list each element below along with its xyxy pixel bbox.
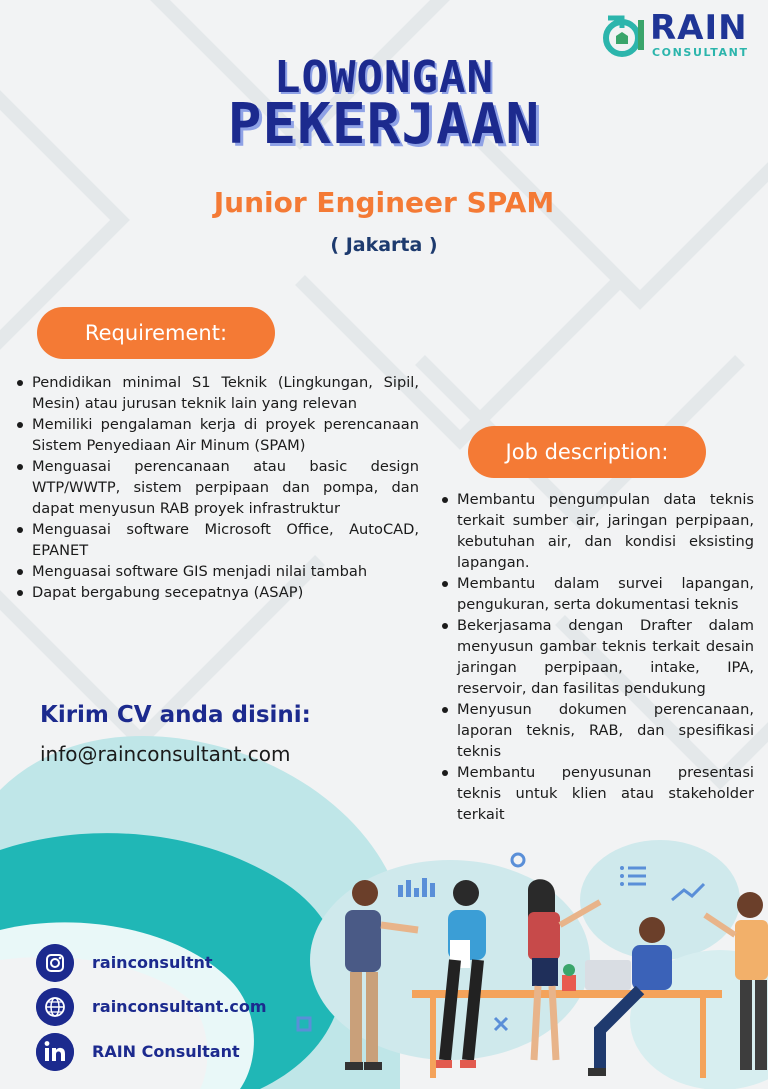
- instagram-icon: [36, 944, 74, 982]
- list-item: Menyusun dokumen perencanaan, laporan teknis, RAB, dan spesifikasi teknis: [442, 699, 754, 762]
- headline-line-2: PEKERJAAN: [227, 92, 541, 157]
- social-label: rainconsultnt: [92, 953, 213, 972]
- position-title: Junior Engineer SPAM: [213, 186, 555, 219]
- list-item: Menguasai perencanaan atau basic design WTP/WWTP, sistem perpipaan dan pompa, dan dapat menyusun RAB proyek infrastruktur: [17, 456, 419, 519]
- logo-mark-icon: [600, 10, 648, 58]
- contact-email[interactable]: info@rainconsultant.com: [40, 742, 291, 766]
- social-instagram[interactable]: [36, 944, 296, 984]
- social-website[interactable]: [36, 988, 296, 1028]
- logo-word: RAIN: [650, 8, 748, 48]
- linkedin-icon: [36, 1033, 74, 1071]
- logo-subtitle: CONSULTANT: [652, 46, 749, 59]
- headline-line-1: LOWONGAN: [274, 52, 494, 103]
- list-item: Pendidikan minimal S1 Teknik (Lingkungan, Sipil, Mesin) atau jurusan teknik lain yang relevan: [17, 372, 419, 414]
- list-item: Dapat bergabung secepatnya (ASAP): [17, 582, 419, 603]
- job-description-heading: Job description:: [468, 426, 706, 478]
- requirement-heading: Requirement:: [37, 307, 275, 359]
- list-item: Membantu dalam survei lapangan, pengukuran, serta dokumentasi teknis: [442, 573, 754, 615]
- social-linkedin[interactable]: [36, 1033, 296, 1073]
- list-item: Bekerjasama dengan Drafter dalam menyusun gambar teknis terkait desain jaringan perpipaan, intake, IPA, reservoir, dan fasilitas pendukung: [442, 615, 754, 699]
- requirement-list: [17, 372, 419, 603]
- social-label: rainconsultant.com: [92, 997, 267, 1016]
- list-item: Membantu penyusunan presentasi teknis untuk klien atau stakeholder terkait: [442, 762, 754, 825]
- contact-title: Kirim CV anda disini:: [40, 702, 311, 728]
- social-label: RAIN Consultant: [92, 1042, 240, 1061]
- list-item: Memiliki pengalaman kerja di proyek perencanaan Sistem Penyediaan Air Minum (SPAM): [17, 414, 419, 456]
- list-item: Menguasai software GIS menjadi nilai tambah: [17, 561, 419, 582]
- globe-icon: [36, 988, 74, 1026]
- list-item: Membantu pengumpulan data teknis terkait sumber air, jaringan perpipaan, kebutuhan air, dan kondisi eksisting lapangan.: [442, 489, 754, 573]
- position-location: ( Jakarta ): [330, 234, 438, 256]
- job-description-list: [442, 489, 754, 825]
- list-item: Menguasai software Microsoft Office, AutoCAD, EPANET: [17, 519, 419, 561]
